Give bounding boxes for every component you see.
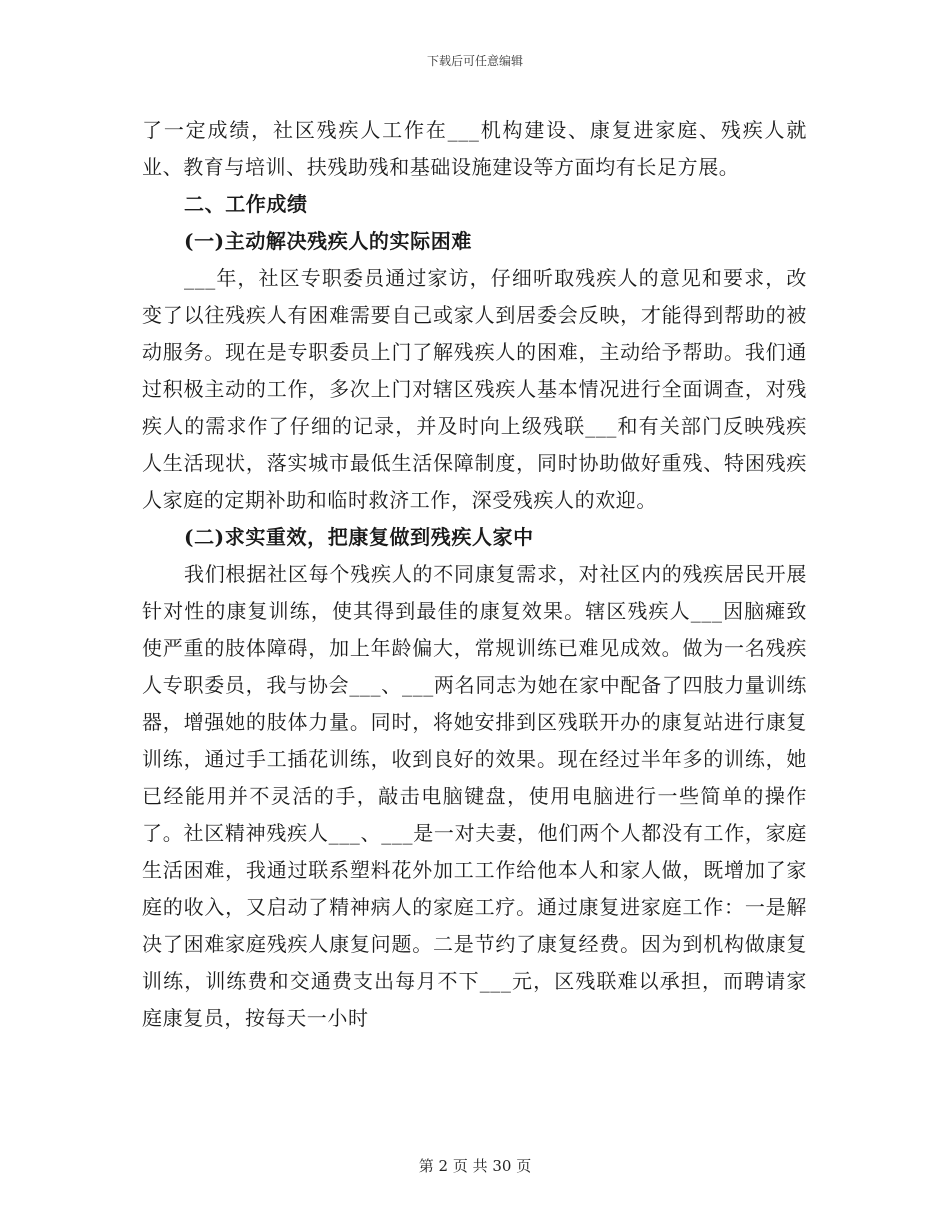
paragraph-subsection-1: ___年，社区专职委员通过家访，仔细听取残疾人的意见和要求，改变了以往残疾人有困难需要自己或家人到居委会反映，才能得到帮助的被动服务。现在是专职委员上门了解残疾人的困难，主动给予帮助。我们通过积极主动的工作，多次上门对辖区残疾人基本情况进行全面调查，对残疾人的需求作了仔细的记录，并及时向上级残联___和有关部门反映残疾人生活现状，落实城市最低生活保障制度，同时协助做好重残、特困残疾人家庭的定期补助和临时救济工作，深受残疾人的欢迎。 xyxy=(142,266,807,512)
paragraph-intro: 了一定成绩，社区残疾人工作在___机构建设、康复进家庭、残疾人就业、教育与培训、扶残助残和基础设施建设等方面均有长足方展。 xyxy=(142,118,807,179)
subsection-heading-2: (二)求实重效，把康复做到残疾人家中 xyxy=(184,525,534,549)
section-heading-achievements: 二、工作成绩 xyxy=(184,192,308,216)
page-header: 下载后可任意编辑 xyxy=(426,54,523,68)
document-body xyxy=(142,112,807,1037)
paragraph-subsection-2: 我们根据社区每个残疾人的不同康复需求，对社区内的残疾居民开展针对性的康复训练，使其得到最佳的康复效果。辖区残疾人___因脑瘫致使严重的肢体障碍，加上年龄偏大，常规训练已难见成效。做为一名残疾人专职委员，我与协会___、___两名同志为她在家中配备了四肢力量训练器，增强她的肢体力量。同时，将她安排到区残联开办的康复站进行康复训练，通过手工插花训练，收到良好的效果。现在经过半年多的训练，她已经能用并不灵活的手，敲击电脑键盘，使用电脑进行一些简单的操作了。社区精神残疾人___、___是一对夫妻，他们两个人都没有工作，家庭生活困难，我通过联系塑料花外加工工作给他本人和家人做，既增加了家庭的收入，又启动了精神病人的家庭工疗。通过康复进家庭工作：一是解决了困难家庭残疾人康复问题。二是节约了康复经费。因为到机构做康复训练，训练费和交通费支出每月不下___元，区残联难以承担，而聘请家庭康复员，按每天一小时 xyxy=(142,562,807,1030)
page-footer: 第 2 页 共 30 页 xyxy=(418,1157,532,1175)
subsection-heading-1: (一)主动解决残疾人的实际困难 xyxy=(184,229,472,253)
